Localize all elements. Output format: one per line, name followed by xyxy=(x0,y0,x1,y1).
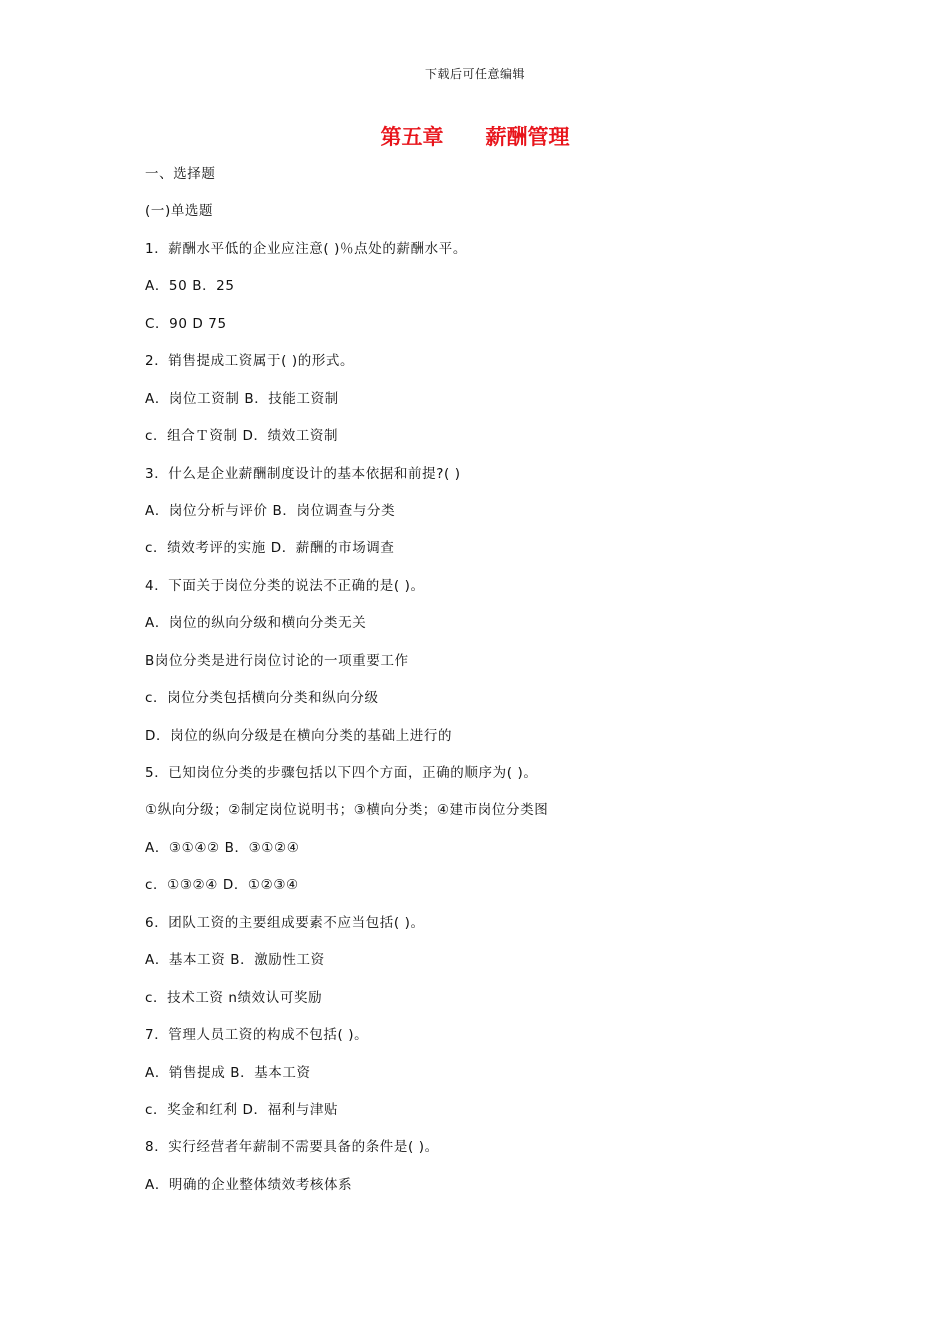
header-note: 下载后可任意编辑 xyxy=(424,67,525,81)
question-3-options-cd: c．绩效考评的实施 D．薪酬的市场调查 xyxy=(145,540,395,557)
question-4-option-c: c．岗位分类包括横向分类和纵向分级 xyxy=(145,690,379,707)
question-6: 6．团队工资的主要组成要素不应当包括( )。 xyxy=(145,914,425,931)
question-2-options-ab: A．岗位工资制 B．技能工资制 xyxy=(145,390,339,407)
question-5-steps: ①纵向分级；②制定岗位说明书；③横向分类；④建市岗位分类图 xyxy=(145,802,549,819)
question-4-option-a: A．岗位的纵向分级和横向分类无关 xyxy=(145,615,367,632)
question-7-options-ab: A．销售提成 B．基本工资 xyxy=(145,1064,311,1081)
question-8: 8．实行经营者年薪制不需要具备的条件是( )。 xyxy=(145,1139,439,1156)
section-heading: 一、选择题 xyxy=(145,166,216,182)
question-4-option-d: D．岗位的纵向分级是在横向分类的基础上进行的 xyxy=(145,727,453,744)
question-2-options-cd: c．组合Ｔ资制 D．绩效工资制 xyxy=(145,428,339,445)
chapter-number: 第五章 xyxy=(380,124,444,149)
question-5-options-ab: A．③①④② B．③①②④ xyxy=(145,839,300,856)
question-5: 5．已知岗位分类的步骤包括以下四个方面，正确的顺序为( )。 xyxy=(145,765,538,781)
question-2: 2．销售提成工资属于( )的形式。 xyxy=(145,353,355,370)
question-1: 1．薪酬水平低的企业应注意( )％点处的薪酬水平。 xyxy=(145,240,467,257)
chapter-name: 薪酬管理 xyxy=(485,124,570,149)
question-1-options-cd: C．90 D 75 xyxy=(145,315,227,332)
chapter-title xyxy=(0,123,950,151)
question-5-options-cd: c．①③②④ D．①②③④ xyxy=(145,877,299,894)
question-7-options-cd: c．奖金和红利 D．福利与津贴 xyxy=(145,1101,339,1118)
question-8-option-a: A．明确的企业整体绩效考核体系 xyxy=(145,1176,353,1193)
question-7: 7．管理人员工资的构成不包括( )。 xyxy=(145,1027,369,1044)
question-1-options-ab: A．50 B．25 xyxy=(145,278,235,295)
question-4-option-b: B岗位分类是进行岗位讨论的一项重要工作 xyxy=(145,652,409,669)
subsection-heading: (一)单选题 xyxy=(145,203,214,220)
document-body xyxy=(145,164,845,1212)
question-4: 4．下面关于岗位分类的说法不正确的是( )。 xyxy=(145,577,425,594)
question-6-options-cd: c．技术工资 n绩效认可奖励 xyxy=(145,989,323,1006)
question-6-options-ab: A．基本工资 B．激励性工资 xyxy=(145,952,325,969)
question-3: 3．什么是企业薪酬制度设计的基本依据和前提?( ) xyxy=(145,465,461,482)
question-3-options-ab: A．岗位分析与评价 B．岗位调查与分类 xyxy=(145,502,396,519)
